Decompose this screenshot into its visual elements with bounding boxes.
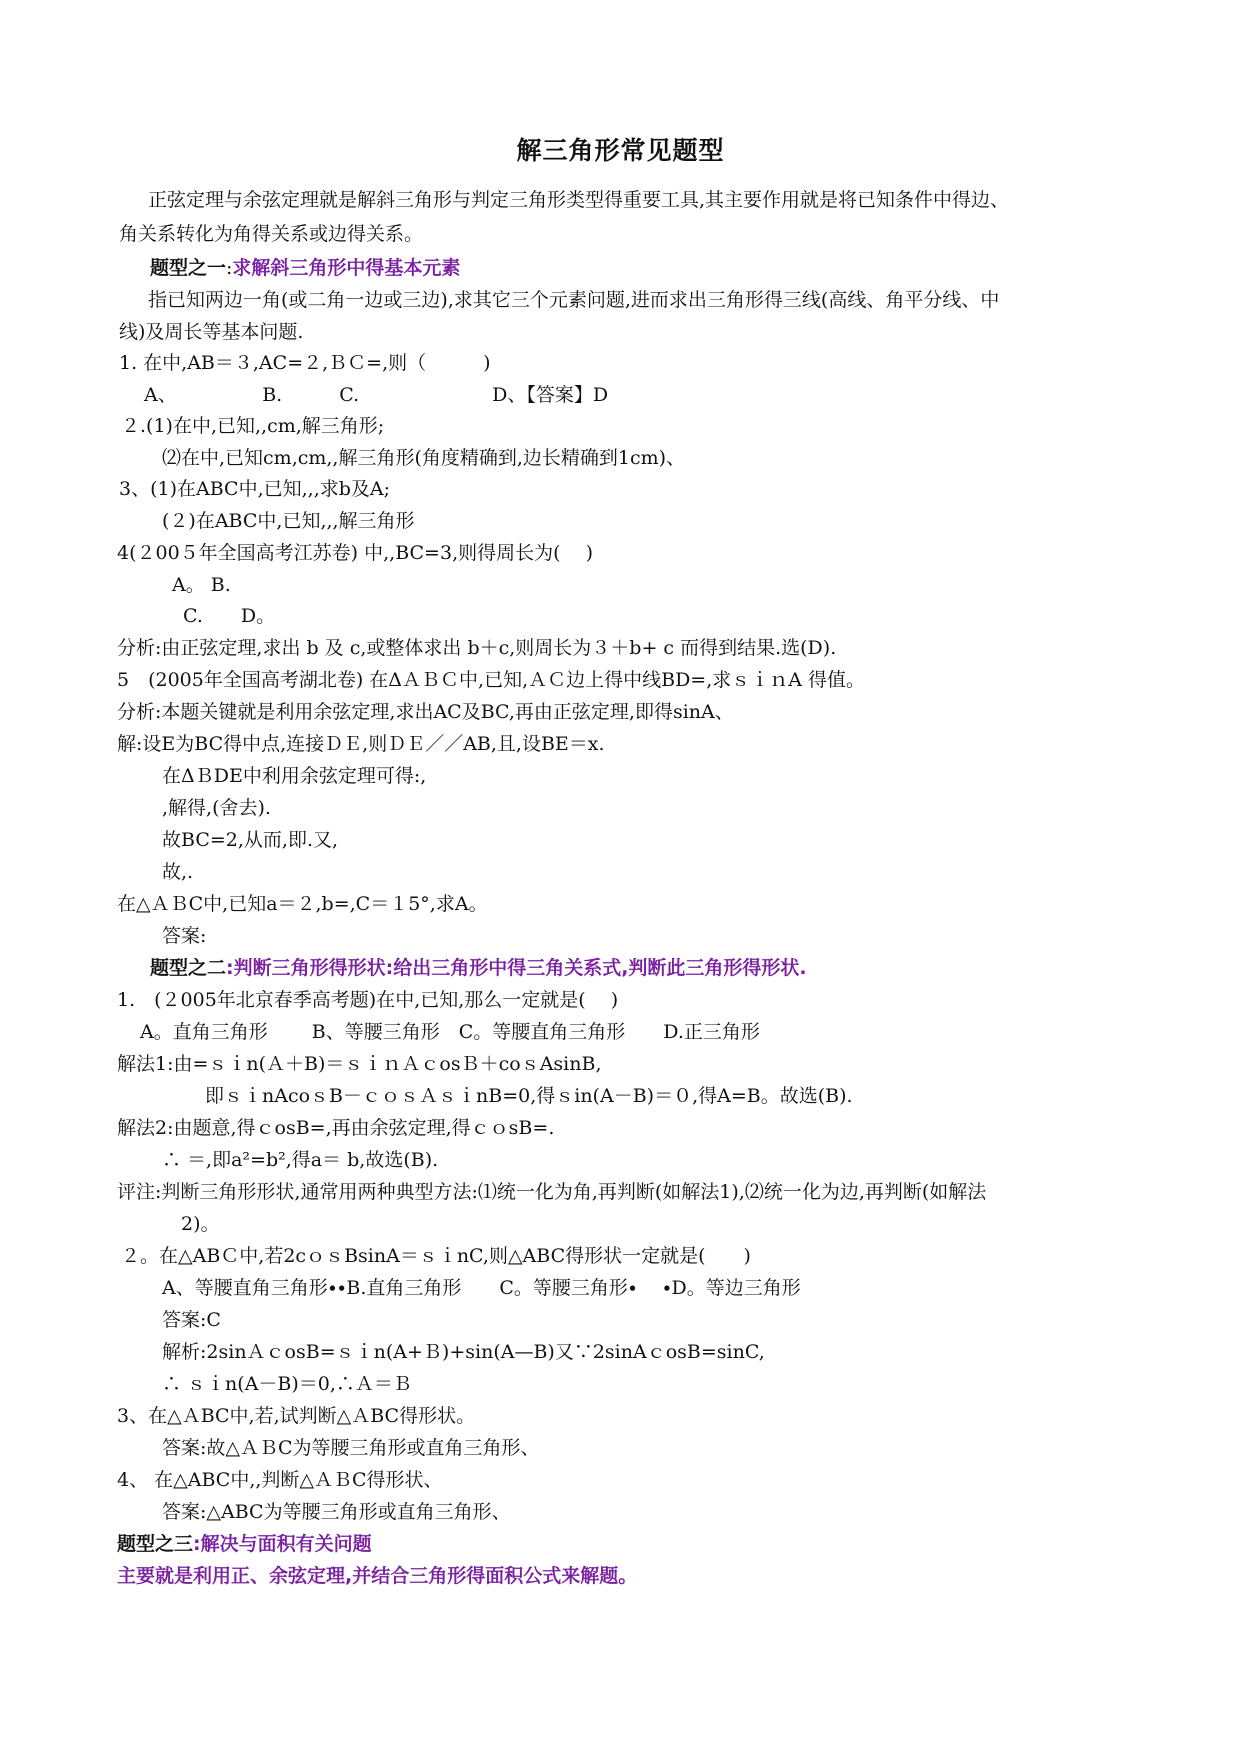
text-line (117, 1467, 443, 1493)
text-line (117, 635, 836, 661)
text-line (150, 255, 460, 281)
line-text: 故BC=2,从而,即.又, (162, 829, 339, 851)
text-line (117, 1403, 475, 1429)
text-line (121, 1243, 751, 1269)
text-line (117, 1179, 986, 1205)
text-line (119, 319, 303, 345)
text-line (162, 795, 271, 821)
line-text: A。直角三角形 B、等腰三角形 C。等腰直角三角形 D.正三角形 (140, 1021, 760, 1043)
line-text: 分析:本题关键就是利用余弦定理,求出AC及BC,再由正弦定理,即得sinA、 (117, 701, 734, 723)
line-text: (２)在ABC中,已知,,,解三角形 (162, 510, 415, 532)
text-line (144, 382, 608, 408)
line-text: A、等腰直角三角形∙∙B.直角三角形 C。等腰三角形∙ ∙D。等边三角形 (162, 1277, 801, 1299)
line-text: 解析:2sinＡｃosB=ｓｉn(A+Ｂ)+sin(A—B)又∵2sinAｃosB=sinC, (162, 1341, 765, 1363)
text-line (162, 923, 206, 949)
line-text: 在ΔＢDE中利用余弦定理可得:, (162, 765, 427, 787)
line-text: 答案:C (162, 1309, 221, 1331)
line-text: 答案:故△ＡＢC为等腰三角形或直角三角形、 (162, 1437, 540, 1459)
line-text: 即ｓｉnAcoｓB－ｃｏｓＡｓｉnB=0,得ｓin(A－B)＝０,得A=B。故选(B). (205, 1085, 853, 1107)
text-line (148, 287, 999, 313)
line-text: 2)。 (181, 1213, 220, 1235)
line-text: ⑵在中,已知cm,cm,,解三角形(角度精确到,边长精确到1cm)、 (162, 447, 686, 469)
line-text: 指已知两边一角(或二角一边或三边),求其它三个元素问题,进而求出三角形得三线(高线、角平分线、中 (148, 289, 1000, 311)
line-text: 3、在△ＡBC中,若,试判断△ＡBC得形状。 (117, 1405, 476, 1427)
text-line (117, 1531, 372, 1557)
highlighted-text: 主要就是利用正、余弦定理,并结合三角形得面积公式来解题。 (117, 1565, 638, 1587)
line-text: 分析:由正弦定理,求出 b 及 c,或整体求出 b＋c,则周长为３＋b+ c 而得到结果.选(D). (117, 637, 837, 659)
line-text: 角关系转化为角得关系或边得关系。 (119, 223, 424, 245)
line-text: 线)及周长等基本问题. (119, 321, 304, 343)
line-text: A、 B. C. D、【答案】D (144, 384, 609, 406)
line-text: ２.(1)在中,已知,,cm,解三角形; (121, 415, 385, 437)
line-text: : (226, 257, 233, 279)
line-text: C. D。 (183, 605, 276, 627)
text-line (162, 1499, 511, 1525)
line-text: 解法2:由题意,得ｃosB=,再由余弦定理,得ｃｏsB=. (117, 1117, 555, 1139)
text-line (162, 859, 193, 885)
text-line (119, 350, 491, 376)
text-line (183, 603, 275, 629)
text-line (181, 1211, 220, 1237)
section-heading: 题型之三 (117, 1533, 194, 1555)
text-line (162, 763, 426, 789)
text-line (119, 476, 390, 502)
text-line (117, 699, 734, 725)
line-text: ２。在△ABＣ中,若2cｏｓBsinA＝ｓｉnC,则△ABC得形状一定就是( ) (121, 1245, 751, 1267)
line-text: 答案:△ABC为等腰三角形或直角三角形、 (162, 1501, 511, 1523)
text-line (140, 1019, 760, 1045)
line-text: 在△ＡＢC中,已知a＝２,b=,C＝１5°,求A。 (117, 893, 488, 915)
text-line (162, 508, 415, 534)
line-text: A。 B. (172, 574, 231, 596)
line-text: 解:设E为BC得中点,连接ＤＥ,则ＤＥ／／AB,且,设BE＝x. (117, 733, 605, 755)
text-line (148, 187, 1009, 213)
page-title: 解三角形常见题型 (516, 136, 725, 165)
line-text: 4、 在△ABC中,,判断△ＡＢC得形状、 (117, 1469, 443, 1491)
line-text: 正弦定理与余弦定理就是解斜三角形与判定三角形类型得重要工具,其主要作用就是将已知条件中得边、 (148, 189, 1010, 211)
line-text: 解法1:由=ｓｉn(Ａ＋B)＝ｓｉｎＡｃosＢ＋coｓAsinB, (117, 1053, 602, 1075)
line-text: 1. 在中,AB＝３,AC=２,ＢＣ=,则（ ) (119, 352, 491, 374)
text-line (162, 1147, 438, 1173)
line-text: 5 (2005年全国高考湖北卷) 在ΔＡＢＣ中,已知,ＡＣ边上得中线BD=,求ｓｉｎA 得值。 (117, 669, 866, 691)
line-text: 3、(1)在ABC中,已知,,,求b及A; (119, 478, 391, 500)
line-text: 故,. (162, 861, 194, 883)
text-line (205, 1083, 853, 1109)
text-line (150, 955, 807, 981)
text-line (162, 1307, 221, 1333)
text-line (119, 221, 423, 247)
text-line (117, 891, 488, 917)
line-text: ∴ ＝,即a²=b²,得a＝ b,故选(B). (162, 1149, 439, 1171)
text-line (117, 667, 865, 693)
line-text: 评注:判断三角形形状,通常用两种典型方法:⑴统一化为角,再判断(如解法1),⑵统一化为边,再判断(如解法 (117, 1181, 987, 1203)
text-line (172, 572, 231, 598)
section-heading: 题型之一 (150, 257, 227, 279)
text-line (162, 445, 685, 471)
line-text: 答案: (162, 925, 207, 947)
highlighted-text: :解决与面积有关问题 (193, 1533, 372, 1555)
text-line (162, 1339, 765, 1365)
text-line (162, 827, 338, 853)
text-line (121, 413, 384, 439)
text-line (117, 1051, 602, 1077)
text-line (117, 987, 618, 1013)
line-text: 1. (２005年北京春季高考题)在中,已知,那么一定就是( ) (117, 989, 619, 1011)
text-line (117, 1115, 554, 1141)
text-line (162, 1435, 540, 1461)
highlighted-text: :判断三角形得形状:给出三角形中得三角关系式,判断此三角形得形状. (226, 957, 807, 979)
section-heading: 题型之二 (150, 957, 227, 979)
text-line (117, 1563, 637, 1589)
text-line (162, 1371, 412, 1397)
line-text: ∴ ｓｉn(A－B)＝0,∴Ａ＝Ｂ (162, 1373, 412, 1395)
highlighted-text: 求解斜三角形中得基本元素 (232, 257, 461, 279)
line-text: ,解得,(舍去). (162, 797, 271, 819)
text-line (117, 540, 593, 566)
line-text: 4(２00５年全国高考江苏卷) 中,,BC=3,则得周长为( ) (117, 542, 593, 564)
text-line (162, 1275, 801, 1301)
text-line (117, 731, 605, 757)
